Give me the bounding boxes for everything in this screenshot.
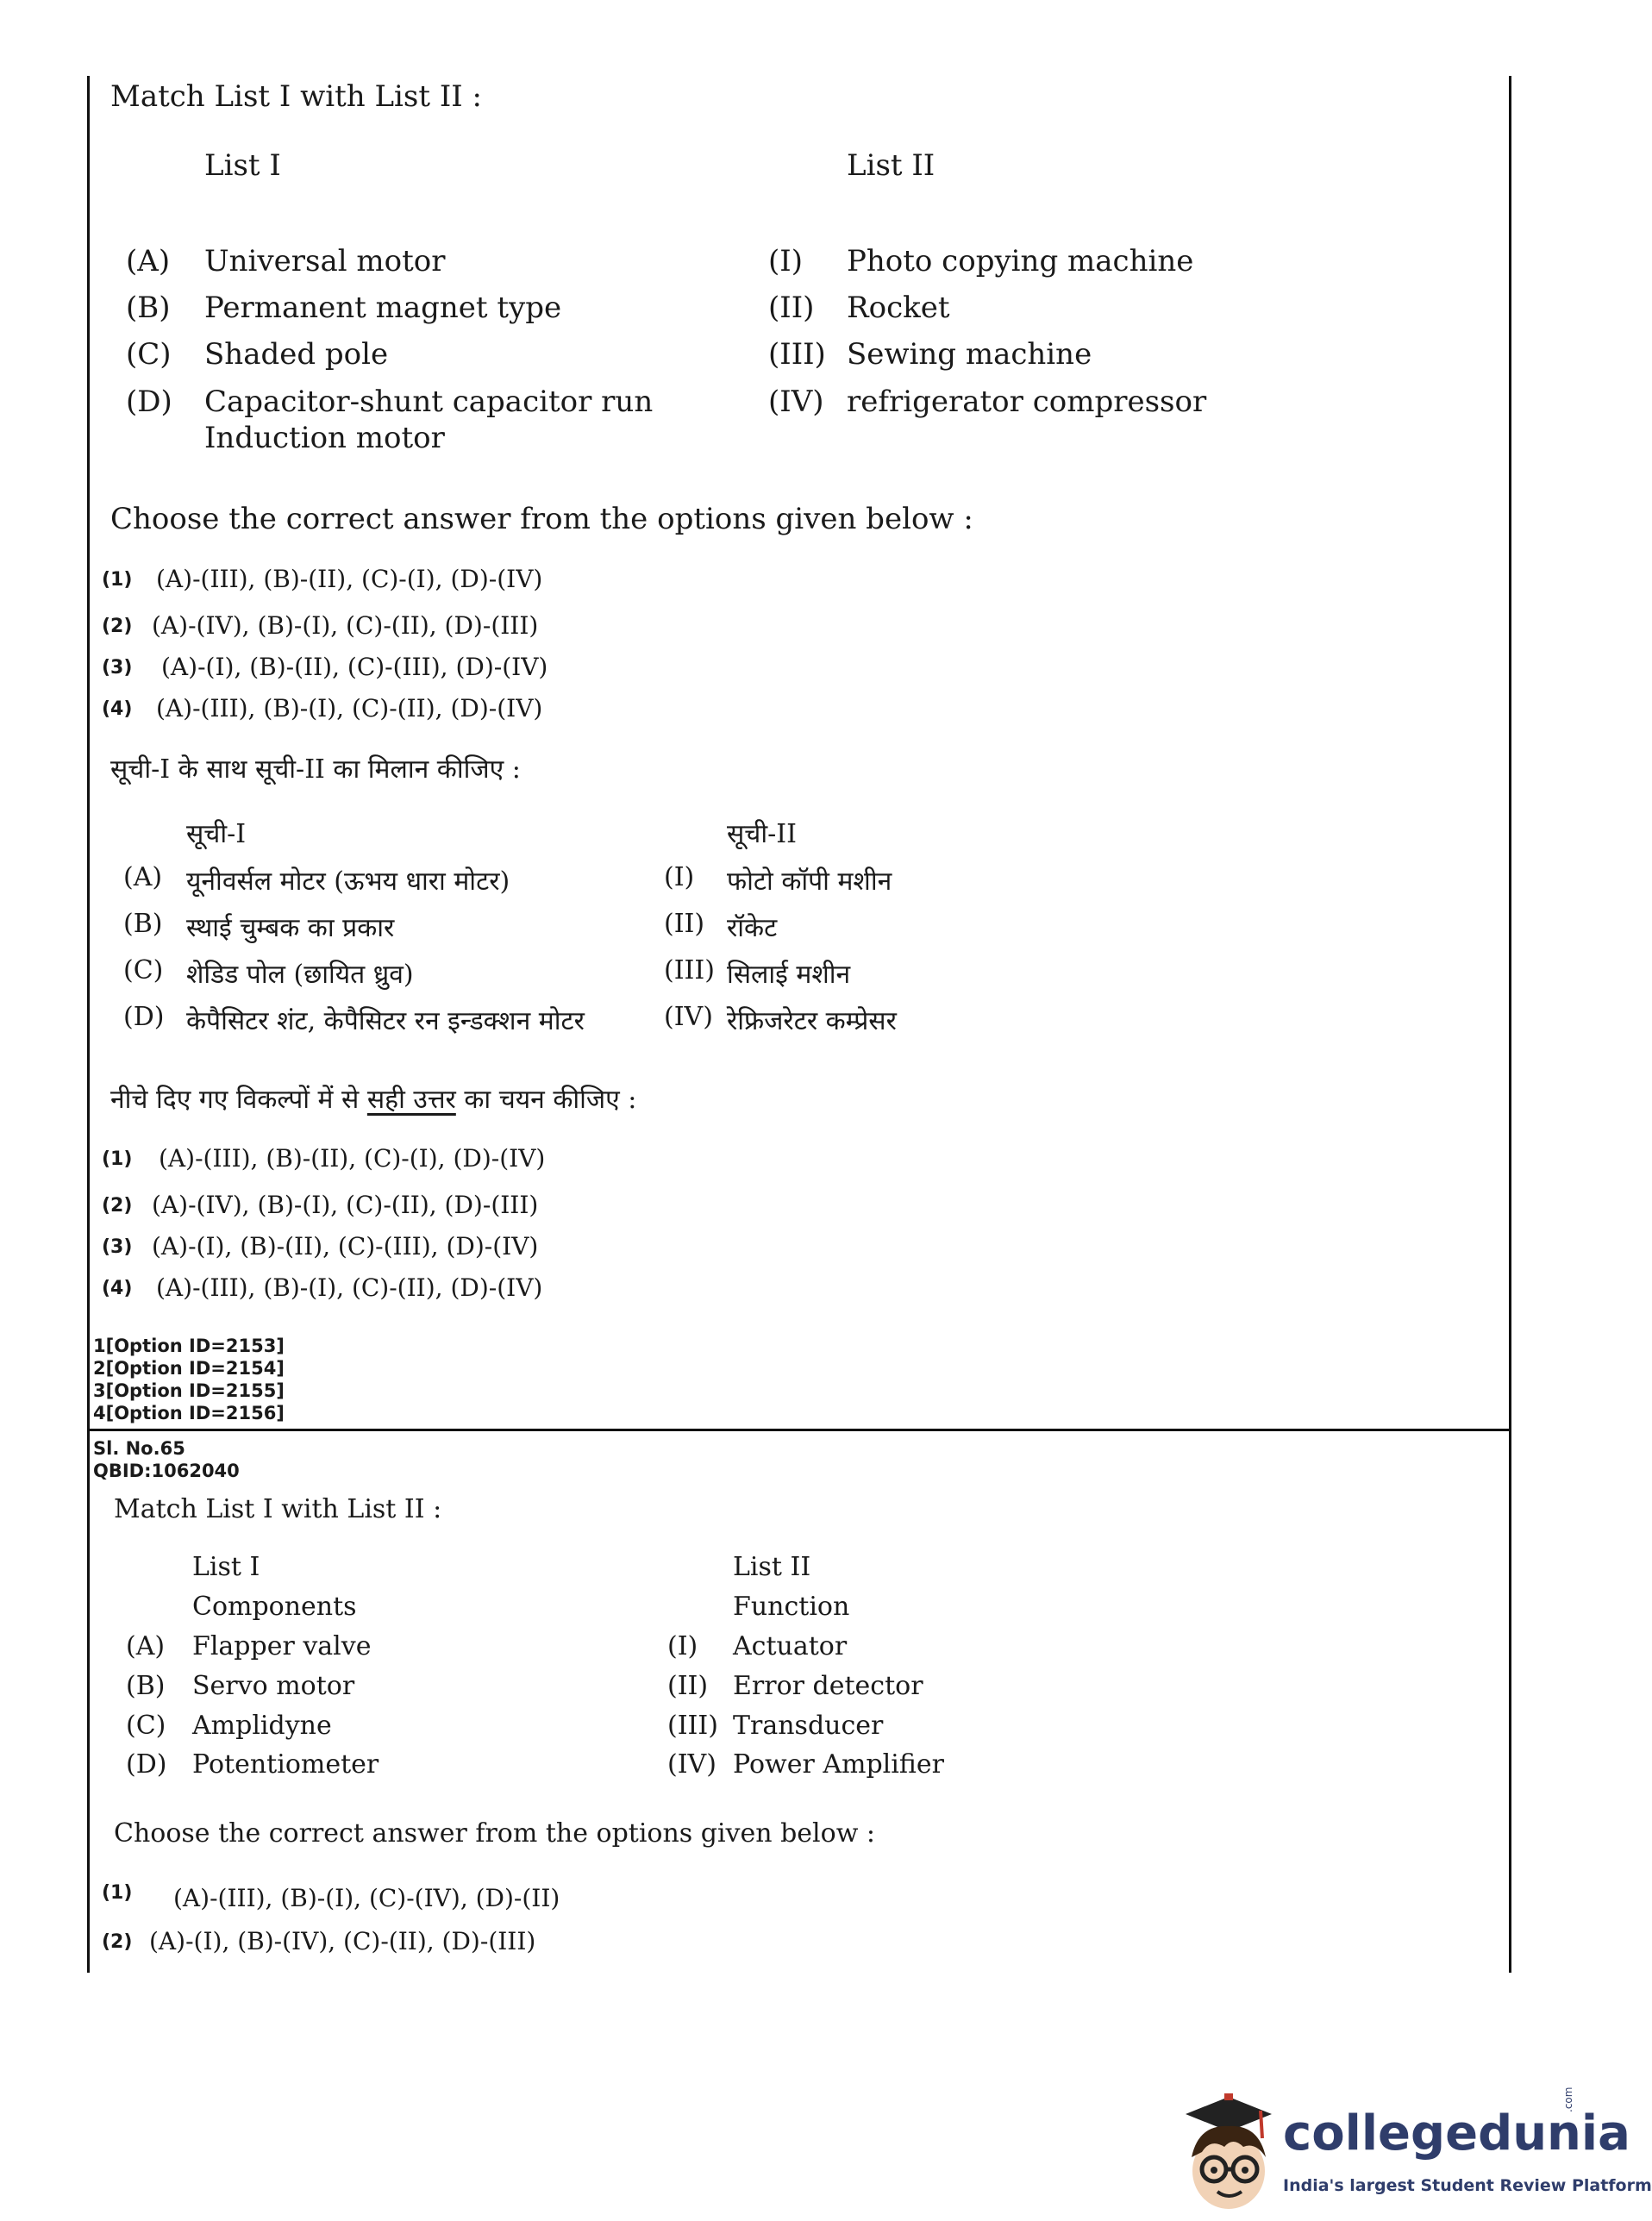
list2-header: List II <box>847 148 936 183</box>
list1-label: (A) <box>123 862 163 892</box>
option-text: (A)-(III), (B)-(II), (C)-(I), (D)-(IV) <box>159 1144 546 1173</box>
option-number: (4) <box>102 698 133 720</box>
question-prompt: Match List I with List II : <box>114 1494 442 1524</box>
list1-label: (B) <box>126 1671 166 1701</box>
list2-item: Power Amplifier <box>733 1749 944 1780</box>
list2-label: (III) <box>768 337 826 372</box>
list2-item-hindi: फोटो कॉपी मशीन <box>727 867 892 897</box>
list1-item: Amplidyne <box>192 1711 332 1741</box>
list1-item: Capacitor-shunt capacitor run <box>204 385 654 419</box>
option-id: 3[Option ID=2155] <box>93 1380 285 1401</box>
list1-subheader: Components <box>192 1592 357 1622</box>
qbid: QBID:1062040 <box>93 1461 240 1481</box>
list1-item-hindi: केपैसिटर शंट, केपैसिटर रन इन्डक्शन मोटर <box>186 1006 585 1036</box>
choose-text-underlined: सही उत्तर <box>366 1085 456 1115</box>
list2-label: (II) <box>768 291 815 325</box>
list2-label: (IV) <box>768 385 824 419</box>
list2-item-hindi: रॉकेट <box>727 913 778 943</box>
list1-label: (D) <box>126 385 172 419</box>
option-text: (A)-(I), (B)-(IV), (C)-(II), (D)-(III) <box>149 1927 536 1955</box>
mascot-icon <box>1173 2086 1285 2216</box>
choose-instruction: Choose the correct answer from the options given below : <box>110 502 973 536</box>
list2-item: Rocket <box>847 291 950 325</box>
list2-label: (I) <box>667 1631 698 1661</box>
option-id: 2[Option ID=2154] <box>93 1358 285 1379</box>
list1-label: (B) <box>126 291 171 325</box>
list1-item-hindi: यूनीवर्सल मोटर (ऊभय धारा मोटर) <box>186 867 510 897</box>
list2-label: (IV) <box>664 1002 713 1032</box>
list1-label: (C) <box>123 955 164 985</box>
option-text: (A)-(III), (B)-(II), (C)-(I), (D)-(IV) <box>156 565 543 593</box>
choose-text-pre: नीचे दिए गए विकल्पों में से <box>110 1085 367 1115</box>
list2-label: (I) <box>664 862 695 892</box>
option-number: (2) <box>102 616 133 637</box>
option-number: (1) <box>102 1148 133 1170</box>
option-number: (2) <box>102 1931 133 1953</box>
option-number: (1) <box>102 569 133 591</box>
list2-item: Photo copying machine <box>847 244 1194 278</box>
brand-name: collegedunia <box>1283 2105 1630 2162</box>
list2-item: Sewing machine <box>847 337 1092 372</box>
list1-label: (C) <box>126 1711 166 1741</box>
list1-label: (A) <box>126 1631 166 1661</box>
list1-header: List I <box>204 148 281 183</box>
list1-item: Flapper valve <box>192 1631 372 1661</box>
option-text: (A)-(I), (B)-(II), (C)-(III), (D)-(IV) <box>161 653 548 681</box>
list2-item: Actuator <box>733 1631 848 1661</box>
choose-instruction-hindi <box>110 1080 636 1116</box>
list1-item-hindi: स्थाई चुम्बक का प्रकार <box>186 913 395 943</box>
list2-item: Error detector <box>733 1671 923 1701</box>
serial-number: Sl. No.65 <box>93 1438 185 1459</box>
list1-item: Servo motor <box>192 1671 355 1701</box>
option-text: (A)-(III), (B)-(I), (C)-(IV), (D)-(II) <box>173 1884 560 1912</box>
page-border-left <box>87 76 90 1973</box>
list1-item-continued: Induction motor <box>204 421 445 455</box>
list1-label: (C) <box>126 337 172 372</box>
option-number: (3) <box>102 657 133 679</box>
option-text: (A)-(III), (B)-(I), (C)-(II), (D)-(IV) <box>156 1273 543 1302</box>
option-id: 1[Option ID=2153] <box>93 1336 285 1356</box>
list1-item: Permanent magnet type <box>204 291 562 325</box>
list2-label: (I) <box>768 244 803 278</box>
list2-item-hindi: रेफ्रिजरेटर कम्प्रेसर <box>727 1006 897 1036</box>
option-number: (4) <box>102 1278 133 1299</box>
list2-header-hindi: सूची-II <box>727 819 797 849</box>
question-divider <box>87 1429 1511 1431</box>
list1-header: List I <box>192 1552 260 1582</box>
list1-item: Potentiometer <box>192 1749 379 1780</box>
list1-label: (D) <box>123 1002 165 1032</box>
list2-label: (II) <box>664 909 705 939</box>
list1-item: Universal motor <box>204 244 446 278</box>
list1-label: (D) <box>126 1749 167 1780</box>
page-border-right <box>1509 76 1511 1973</box>
list2-label: (IV) <box>667 1749 716 1780</box>
option-text: (A)-(IV), (B)-(I), (C)-(II), (D)-(III) <box>152 611 539 640</box>
brand-dotcom: .com <box>1562 2086 1574 2112</box>
option-number: (3) <box>102 1236 133 1258</box>
list1-label: (B) <box>123 909 163 939</box>
option-id: 4[Option ID=2156] <box>93 1403 285 1423</box>
list2-item-hindi: सिलाई मशीन <box>727 960 851 990</box>
choose-text-post: का चयन कीजिए : <box>455 1085 637 1115</box>
list2-subheader: Function <box>733 1592 850 1622</box>
list2-label: (III) <box>664 955 715 985</box>
option-text: (A)-(III), (B)-(I), (C)-(II), (D)-(IV) <box>156 694 543 723</box>
option-text: (A)-(I), (B)-(II), (C)-(III), (D)-(IV) <box>152 1232 539 1261</box>
option-number: (1) <box>102 1882 133 1904</box>
question-prompt: Match List I with List II : <box>110 79 482 114</box>
option-number: (2) <box>102 1195 133 1217</box>
list2-item: Transducer <box>733 1711 884 1741</box>
question-prompt-hindi: सूची-I के साथ सूची-II का मिलान कीजिए : <box>110 754 521 785</box>
option-text: (A)-(IV), (B)-(I), (C)-(II), (D)-(III) <box>152 1191 539 1219</box>
list2-header: List II <box>733 1552 811 1582</box>
list2-label: (II) <box>667 1671 709 1701</box>
list2-item: refrigerator compressor <box>847 385 1207 419</box>
list1-header-hindi: सूची-I <box>186 819 247 849</box>
choose-instruction: Choose the correct answer from the options given below : <box>114 1818 876 1849</box>
list1-item: Shaded pole <box>204 337 389 372</box>
list1-item-hindi: शेडिड पोल (छायित ध्रुव) <box>186 960 414 990</box>
brand-tagline: India's largest Student Review Platform <box>1283 2176 1652 2195</box>
option-id-list <box>93 1335 285 1424</box>
list1-label: (A) <box>126 244 171 278</box>
list2-label: (III) <box>667 1711 718 1741</box>
